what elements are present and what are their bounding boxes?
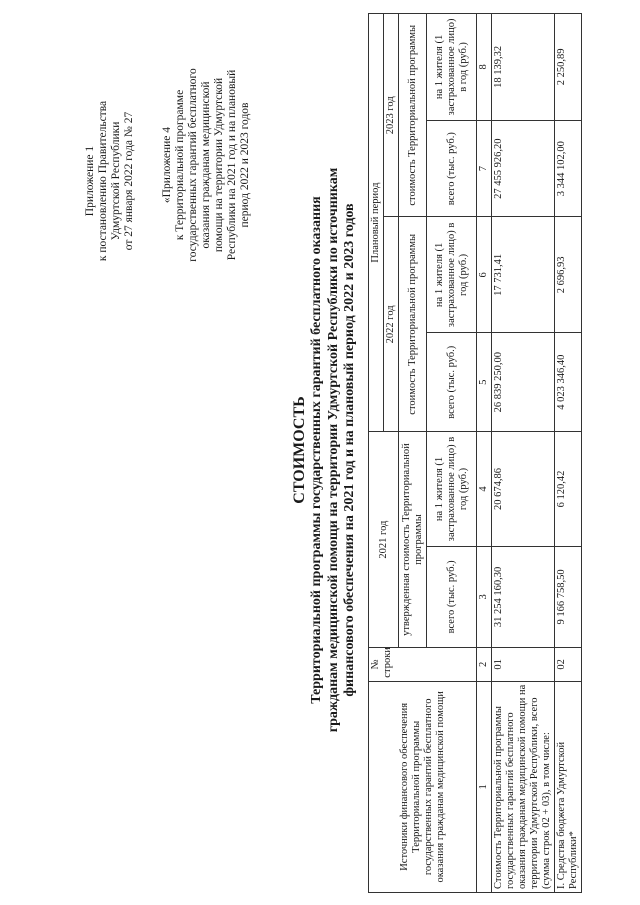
header-program-cost-2022: стоимость Территориальной программы bbox=[399, 217, 427, 432]
header-program-cost-2023: стоимость Территориальной программы bbox=[399, 14, 427, 218]
column-number: 4 bbox=[477, 432, 492, 547]
title-subtitle-line: финансового обеспечения на 2021 год и на плановый период 2022 и 2023 годов bbox=[342, 203, 357, 697]
cell-total-2022: 26 839 250,00 bbox=[492, 333, 555, 432]
header-total-2023: всего (тыс. руб.) bbox=[427, 120, 477, 217]
table-row bbox=[555, 14, 582, 893]
attachment-4-line: к Территориальной программе bbox=[174, 89, 186, 241]
attachment-4-line: «Приложение 4 bbox=[161, 126, 173, 204]
cell-total-2021: 9 166 758,50 bbox=[555, 546, 582, 647]
header-per-resident-2023: на 1 жителя (1 застрахованное лицо) в год (руб.) bbox=[427, 14, 477, 121]
row-number: 01 bbox=[492, 647, 555, 681]
column-number-row bbox=[477, 14, 492, 893]
cell-total-2021: 31 254 160,30 bbox=[492, 546, 555, 647]
header-sources: Источники финансового обеспечения Территориальной программы государственных гарантий бесплатного оказания гражданам медицинской помощи bbox=[369, 681, 477, 892]
header-total-2022: всего (тыс. руб.) bbox=[427, 333, 477, 432]
column-number: 5 bbox=[477, 333, 492, 432]
header-per-resident-2021: на 1 жителя (1 застрахованное лицо) в год (руб.) bbox=[427, 432, 477, 547]
cell-per-resident-2021: 6 120,42 bbox=[555, 432, 582, 547]
attachment-1-line: к постановлению Правительства bbox=[97, 100, 109, 262]
row-number: 02 bbox=[555, 647, 582, 681]
attachment-1-line: Приложение 1 bbox=[84, 145, 96, 217]
attachment-4-line: помощи на территории Удмуртской bbox=[213, 77, 225, 253]
header-per-resident-2022: на 1 жителя (1 застрахованное лицо) в год (руб.) bbox=[427, 217, 477, 333]
title-subtitle-line: гражданам медицинской помощи на территории Удмуртской Республики по источникам bbox=[325, 167, 341, 733]
row-name: I. Средства бюджета Удмуртской Республики* bbox=[555, 681, 582, 892]
attachment-4-line: Республики на 2021 год и на плановый bbox=[226, 69, 238, 261]
title-main: СТОИМОСТЬ bbox=[291, 396, 308, 504]
header-year-2023: 2023 год bbox=[384, 14, 399, 218]
column-number: 6 bbox=[477, 217, 492, 333]
cell-total-2023: 27 455 926,20 bbox=[492, 120, 555, 217]
cell-per-resident-2023: 18 139,32 bbox=[492, 14, 555, 121]
column-number: 7 bbox=[477, 120, 492, 217]
attachment-4-line: оказания гражданам медицинской bbox=[200, 81, 212, 249]
cell-per-resident-2022: 17 731,41 bbox=[492, 217, 555, 333]
document-title bbox=[290, 35, 359, 865]
cell-total-2022: 4 023 346,40 bbox=[555, 333, 582, 432]
cell-per-resident-2021: 20 674,86 bbox=[492, 432, 555, 547]
attachment-4-line: государственных гарантий бесплатного bbox=[187, 68, 199, 262]
attachment-4-header bbox=[161, 35, 252, 295]
cell-total-2023: 3 344 102,00 bbox=[555, 120, 582, 217]
header-total-2021: всего (тыс. руб.) bbox=[427, 546, 477, 647]
attachment-1-line: Удмуртской Республики bbox=[110, 121, 122, 241]
table-row bbox=[492, 14, 555, 893]
cell-per-resident-2022: 2 696,93 bbox=[555, 217, 582, 333]
header-row-number: № строки bbox=[369, 647, 477, 681]
cost-table bbox=[368, 13, 582, 893]
header-planned-period: Плановый период bbox=[369, 14, 384, 432]
attachment-4-line: период 2022 и 2023 годов bbox=[239, 102, 251, 228]
header-year-2022: 2022 год bbox=[384, 217, 399, 432]
column-number: 8 bbox=[477, 14, 492, 121]
title-subtitle bbox=[309, 35, 359, 865]
column-number: 3 bbox=[477, 546, 492, 647]
column-number: 2 bbox=[477, 647, 492, 681]
attachment-1-header bbox=[84, 41, 136, 321]
column-number: 1 bbox=[477, 681, 492, 892]
attachment-1-line: от 27 января 2022 года № 27 bbox=[123, 111, 135, 251]
cell-per-resident-2023: 2 250,89 bbox=[555, 14, 582, 121]
row-name: Стоимость Территориальной программы государственных гарантий бесплатного оказания гражданам медицинской помощи на территории Удмуртской Республики, всего (сумма строк 02 + 03), в том числе: bbox=[492, 681, 555, 892]
title-subtitle-line: Территориальной программы государственных гарантий бесплатного оказания bbox=[309, 196, 324, 704]
header-approved-cost: утвержденная стоимость Территориальной программы bbox=[399, 432, 427, 648]
header-year-2021: 2021 год bbox=[369, 432, 399, 648]
